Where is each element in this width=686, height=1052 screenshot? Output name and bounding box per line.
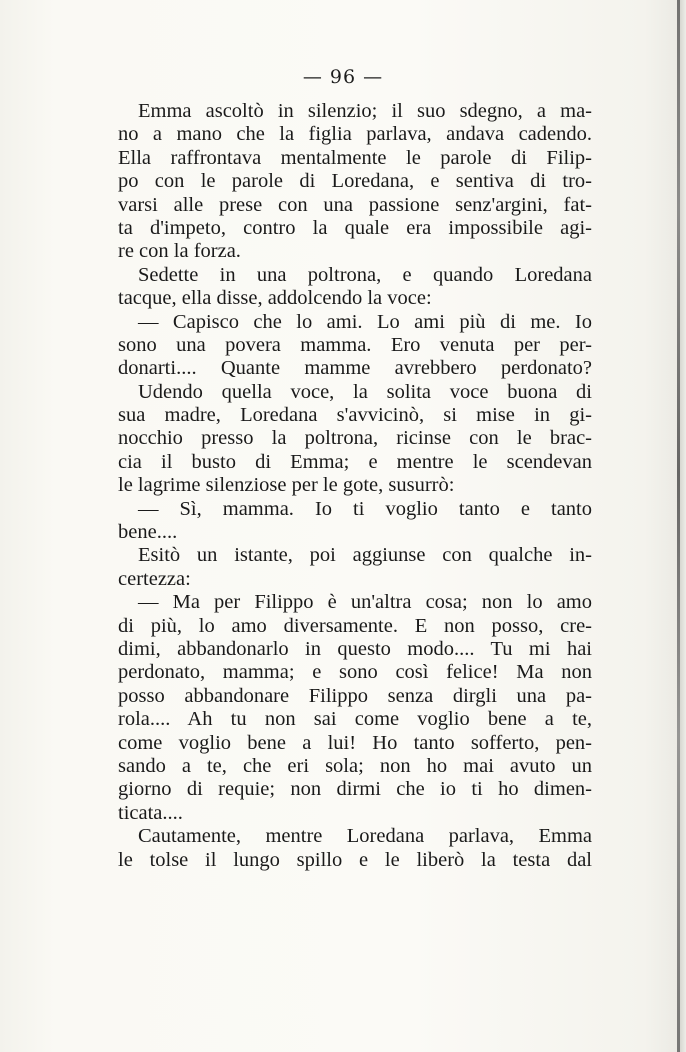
text-line: Emma ascoltò in silenzio; il suo sdegno, a ma- <box>138 100 592 122</box>
text-line: come voglio bene a lui! Ho tanto sofferto, pen- <box>118 731 592 754</box>
text-line: certezza: <box>118 567 191 590</box>
text-line: donarti.... Quante mamme avrebbero perdonato? <box>118 357 592 380</box>
text-line: re con la forza. <box>118 240 241 263</box>
text-line: perdonato, mamma; e sono così felice! Ma non <box>118 661 592 684</box>
text-line: ticata.... <box>118 801 183 824</box>
text-line: Ella raffrontava mentalmente le parole di Filip- <box>118 146 592 169</box>
text-line: — Sì, mamma. Io ti voglio tanto e tanto <box>138 497 592 520</box>
text-line: Cautamente, mentre Loredana parlava, Emma <box>138 825 592 848</box>
text-line: sua madre, Loredana s'avvicinò, si mise in gi- <box>118 404 592 427</box>
text-line: varsi alle prese con una passione senz'argini, fat- <box>118 193 592 216</box>
text-line: tacque, ella disse, addolcendo la voce: <box>118 287 432 310</box>
page-number: — 96 — <box>302 66 384 88</box>
text-line: cia il busto di Emma; e mentre le scendevan <box>118 450 592 473</box>
text-line: po con le parole di Loredana, e sentiva di tro- <box>118 170 592 193</box>
text-line: bene.... <box>118 521 178 544</box>
page-edge-line <box>677 0 680 1052</box>
text-line: no a mano che la figlia parlava, andava cadendo. <box>118 123 592 146</box>
text-line: giorno di requie; non dirmi che io ti ho dimen- <box>118 778 592 801</box>
text-line: — Capisco che lo ami. Lo ami più di me. Io <box>138 310 592 333</box>
page-edge-shadow <box>680 0 686 1052</box>
text-line: sono una povera mamma. Ero venuta per per- <box>118 333 592 356</box>
text-line: rola.... Ah tu non sai come voglio bene a te, <box>118 708 592 731</box>
text-line: Esitò un istante, poi aggiunse con qualche in- <box>138 544 592 567</box>
text-line: dimi, abbandonarlo in questo modo.... Tu mi hai <box>118 637 592 660</box>
body-text <box>118 100 592 872</box>
text-line: sando a te, che eri sola; non ho mai avuto un <box>118 754 592 777</box>
text-line: nocchio presso la poltrona, ricinse con le brac- <box>118 427 592 450</box>
text-line: Sedette in una poltrona, e quando Loredana <box>138 263 592 286</box>
text-line: — Ma per Filippo è un'altra cosa; non lo amo <box>138 591 592 614</box>
text-line: posso abbandonare Filippo senza dirgli una pa- <box>118 684 592 707</box>
text-line: le tolse il lungo spillo e le liberò la testa dal <box>118 848 592 871</box>
text-line: Udendo quella voce, la solita voce buona di <box>138 380 592 403</box>
text-line: le lagrime silenziose per le gote, susurrò: <box>118 474 455 497</box>
text-line: di più, lo amo diversamente. E non posso, cre- <box>118 614 592 637</box>
text-line: ta d'impeto, contro la quale era impossibile agi- <box>118 216 592 239</box>
